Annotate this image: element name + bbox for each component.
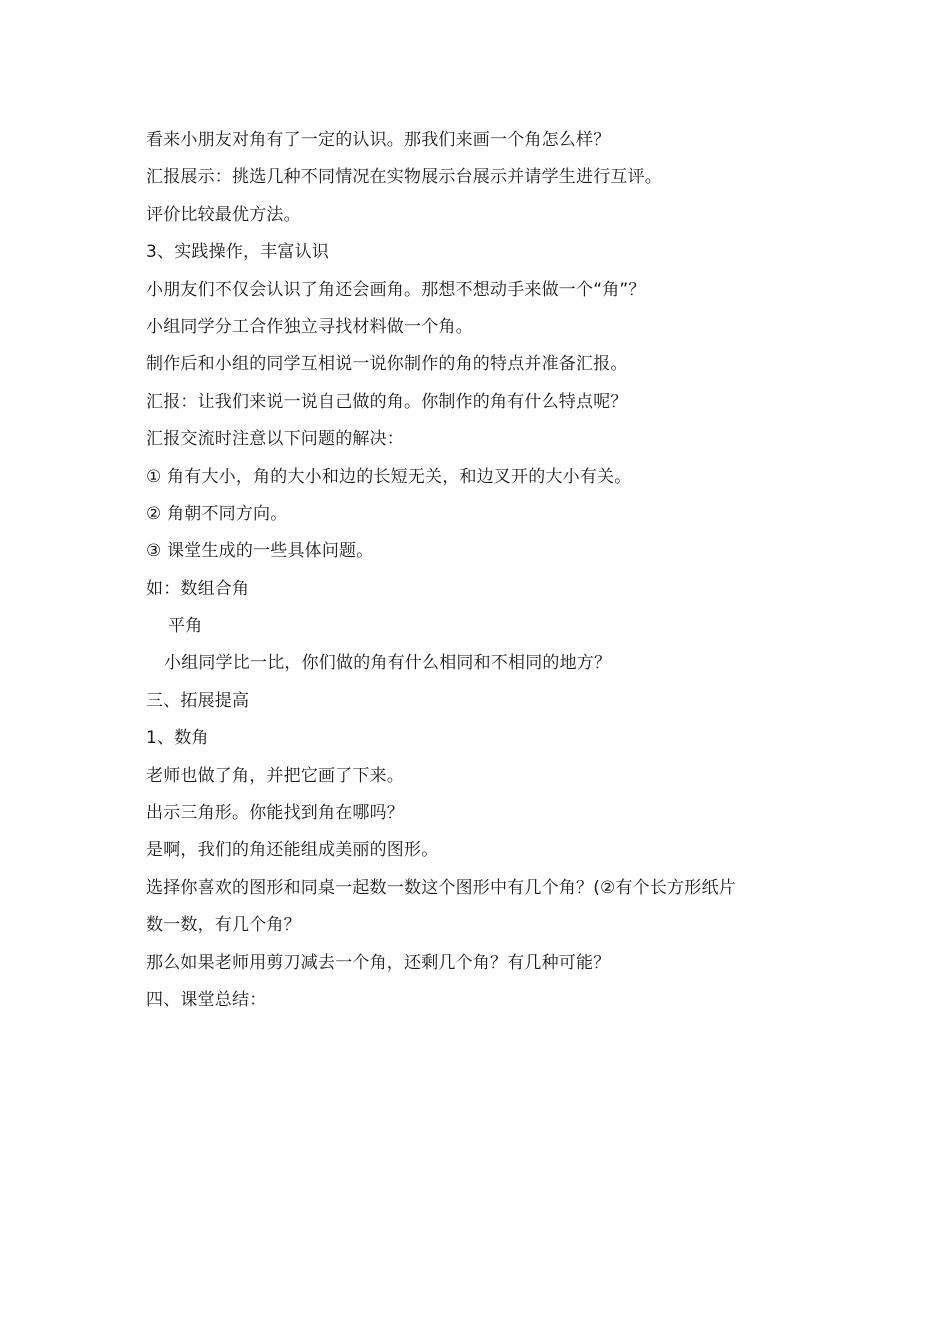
list-item: ① 角有大小，角的大小和边的长短无关，和边叉开的大小有关。: [146, 466, 632, 487]
paragraph-line: 汇报展示：挑选几种不同情况在实物展示台展示并请学生进行互评。: [146, 167, 662, 188]
paragraph-line: 评价比较最优方法。: [146, 204, 301, 225]
paragraph-line: 是啊，我们的角还能组成美丽的图形。: [146, 840, 439, 861]
paragraph-line: 小朋友们不仅会认识了角还会画角。那想不想动手来做一个“角”？: [146, 279, 646, 300]
paragraph-line: 制作后和小组的同学互相说一说你制作的角的特点并准备汇报。: [146, 354, 628, 375]
paragraph-line: 如：数组合角: [146, 578, 250, 599]
list-item: ③ 课堂生成的一些具体问题。: [146, 541, 374, 562]
paragraph-line: 汇报：让我们来说一说自己做的角。你制作的角有什么特点呢？: [146, 391, 628, 412]
paragraph-line: 出示三角形。你能找到角在哪吗？: [146, 803, 404, 824]
paragraph-line: 小组同学分工合作独立寻找材料做一个角。: [146, 316, 473, 337]
section-heading: 1、数角: [146, 728, 209, 749]
paragraph-line: 老师也做了角，并把它画了下来。: [146, 765, 404, 786]
list-item: ② 角朝不同方向。: [146, 503, 288, 524]
section-heading: 3、实践操作，丰富认识: [146, 242, 330, 263]
paragraph-line: 小组同学比一比，你们做的角有什么相同和不相同的地方？: [164, 653, 612, 674]
section-heading: 三、拓展提高: [146, 690, 250, 711]
section-heading: 四、课堂总结：: [146, 989, 267, 1010]
document-page: [146, 122, 826, 1019]
paragraph-line: 汇报交流时注意以下问题的解决：: [146, 429, 404, 450]
paragraph-line: 看来小朋友对角有了一定的认识。那我们来画一个角怎么样？: [146, 130, 611, 150]
paragraph-line: 数一数，有几个角？: [146, 915, 301, 936]
paragraph-line: 平角: [168, 616, 203, 637]
paragraph-line: 那么如果老师用剪刀减去一个角，还剩几个角？有几种可能？: [146, 952, 611, 973]
paragraph-line: 选择你喜欢的图形和同桌一起数一数这个图形中有几个角？(②有个长方形纸片: [146, 877, 736, 898]
